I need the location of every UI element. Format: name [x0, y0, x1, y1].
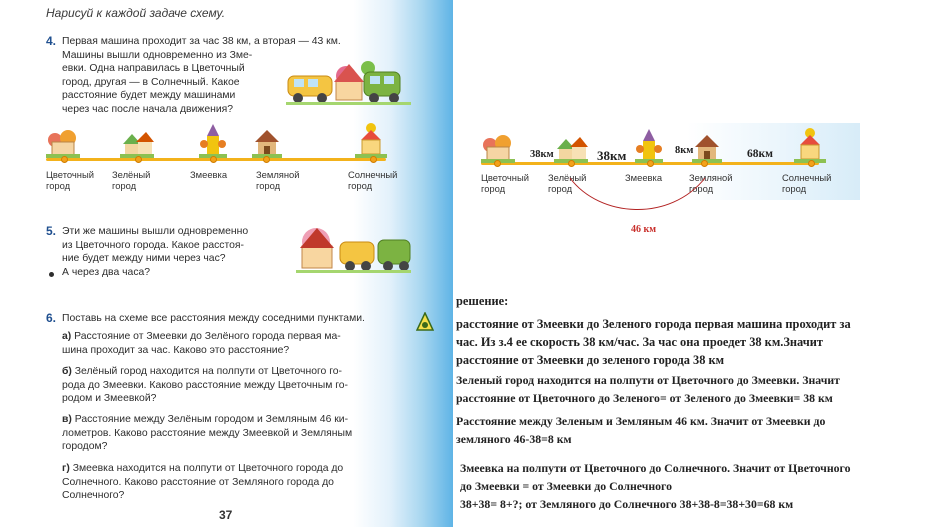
cars-illustration — [296, 222, 411, 274]
task-5-bullet-text: А через два часа? — [62, 267, 151, 278]
green-town-icon — [554, 135, 588, 163]
scheme-point — [370, 156, 377, 163]
task-6-number: 6. — [46, 311, 57, 325]
task-4-line: Первая машина проходит за час 38 км, а вторая — 43 км. — [62, 36, 341, 47]
task-5-text: Эти же машины вышли одновременно из Цветочного города. Какое расстоя- ние будет между ними через час? — [62, 226, 249, 265]
town-label: Змеевка — [625, 172, 663, 183]
bullet-icon — [49, 272, 54, 277]
task-4-line: Машины вышли одновременно из Зме- — [62, 49, 253, 61]
task-6-item-g: г) Змеевка находится на полпути от Цветочного города до Солнечного. Каково расстояние от Земляного города до Солнечного? — [62, 463, 344, 502]
earth-town-icon — [252, 128, 282, 158]
task-4-line: город, другая — в Солнечный. Какое — [62, 76, 240, 88]
green-town-icon — [120, 130, 154, 158]
solution-paragraph: Зеленый город находится на полпути от Цветочного до Змеевки. Значит расстояние от Цветочного до Зеленого= от Зеленого до Змеевки= 38 км — [456, 373, 840, 405]
textbook-page — [0, 0, 453, 527]
town-label: Цветочный город — [481, 172, 529, 194]
distance-label: 38км — [530, 149, 554, 160]
town-label: Зелёный город — [112, 169, 151, 191]
town-label: Цветочный город — [46, 169, 94, 191]
pencil-mark-icon — [416, 312, 434, 332]
arc-distance-label: 46 км — [631, 224, 657, 235]
task-6-item-b: б) Зелёный город находится на полпути от Цветочного го- рода до Змеевки. Каково расстояние между Цветочным го- родом и Змеевкой? — [62, 366, 349, 405]
earth-town-icon — [692, 133, 722, 163]
scheme-point — [61, 156, 68, 163]
scheme-point — [647, 160, 654, 167]
task-5-number: 5. — [46, 224, 57, 238]
town-label: Зелёный город — [548, 172, 587, 194]
sun-town-icon — [794, 127, 826, 163]
distance-label: 38км — [597, 148, 627, 163]
task-4-line: расстояние будет между машинами — [62, 90, 236, 102]
task-4-line: через час после начала движения? — [62, 103, 234, 115]
sun-town-icon — [355, 122, 387, 158]
scheme-point — [210, 156, 217, 163]
solution-paragraph: Расстояние между Зеленым и Земляным 46 км. Значит от Змеевки до земляного 46-38=8 км — [456, 414, 826, 446]
town-label: Земляной город — [256, 169, 300, 191]
scheme-point — [263, 156, 270, 163]
town-label: Земляной город — [689, 172, 733, 194]
page-number: 37 — [219, 508, 233, 522]
task-6-intro: Поставь на схеме все расстояния между соседними пунктами. — [62, 313, 365, 324]
distance-label: 8км — [675, 145, 694, 156]
flower-town-icon — [46, 128, 80, 158]
scheme-point — [135, 156, 142, 163]
town-label: Змеевка — [190, 169, 228, 180]
scheme-point — [808, 160, 815, 167]
town-label: Солнечный город — [348, 169, 398, 191]
zmeevka-icon — [635, 129, 663, 163]
zmeevka-icon — [199, 124, 227, 158]
page-header: Нарисуй к каждой задаче схему. — [46, 6, 226, 20]
scheme-point — [701, 160, 708, 167]
distance-label: 68км — [747, 148, 773, 160]
task-4-line: евки. Одна направилась в Цветочный — [62, 63, 245, 75]
solution-paragraph: Змеевка на полпути от Цветочного до Солнечного. Значит от Цветочного до Змеевки = от Змеевки до Солнечного 38+38= 8+?; от Земляного до Солнечного 38+38-8=38+30=68 км — [460, 461, 851, 511]
town-label: Солнечный город — [782, 172, 832, 194]
scheme-point — [494, 160, 501, 167]
solution-heading: решение: — [456, 294, 509, 308]
task-6-item-a: а) Расстояние от Змеевки до Зелёного города первая ма- шина проходит за час. Каково это расстояние? — [62, 331, 341, 356]
scheme-point — [568, 160, 575, 167]
solution-paragraph: расстояние от Змеевки до Зеленого города первая машина проходит за час. Из з.4 ее скорость 38 км/час. За час она проедет 38 км.Значит расстояние от Змеевки до зеленого города 38 км — [456, 317, 851, 367]
cars-illustration — [286, 54, 411, 106]
flower-town-icon — [481, 133, 515, 163]
task-6-item-v: в) Расстояние между Зелёным городом и Земляным 46 ки- лометров. Каково расстояние между Змеевкой и Земляным городом? — [62, 414, 353, 453]
distance-arc — [560, 170, 720, 220]
task-4-number: 4. — [46, 34, 57, 48]
